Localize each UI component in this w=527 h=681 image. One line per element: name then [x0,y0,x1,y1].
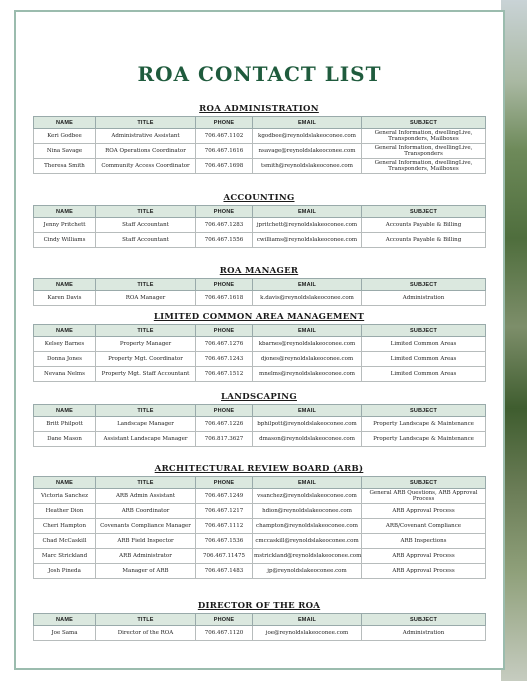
contact-phone[interactable]: 706.467.1102 [196,129,253,144]
contact-email[interactable]: cmccaskill@reynoldslakeoconee.com [253,534,362,549]
column-header: TITLE [96,405,196,417]
column-header: EMAIL [253,614,362,626]
contact-title: ROA Manager [96,291,196,306]
contact-title: Staff Accountant [96,233,196,248]
column-header: TITLE [96,325,196,337]
contact-subject: Administration [362,626,486,641]
table-row [34,432,486,447]
contact-subject: ARB/Covenant Compliance [362,519,486,534]
contact-subject: Accounts Payable & Billing [362,233,486,248]
column-header: NAME [34,614,96,626]
contact-email[interactable]: dmason@reynoldslakeoconee.com [253,432,362,447]
contact-subject: ARB Approval Process [362,549,486,564]
column-header: PHONE [196,279,253,291]
contact-phone[interactable]: 706.467.11475 [196,549,253,564]
contact-phone[interactable]: 706.467.1276 [196,337,253,352]
contact-email[interactable]: vsanchez@reynoldslakeoconee.com [253,489,362,504]
section-limited-common-area [33,310,485,382]
contact-email[interactable]: jp@reynoldslakeoconee.com [253,564,362,579]
contact-subject: ARB Inspections [362,534,486,549]
contact-phone[interactable]: 706.467.1226 [196,417,253,432]
column-header: TITLE [96,206,196,218]
contact-name: Marc Strickland [34,549,96,564]
contact-email[interactable]: joe@reynoldslakeoconee.com [253,626,362,641]
contact-subject: Limited Common Areas [362,337,486,352]
contact-name: Dane Mason [34,432,96,447]
contact-phone[interactable]: 706.817.3627 [196,432,253,447]
contact-name: Nevana Nelms [34,367,96,382]
contact-title: ARB Administrator [96,549,196,564]
column-header: NAME [34,206,96,218]
contact-title: Manager of ARB [96,564,196,579]
contact-phone[interactable]: 706.467.1556 [196,233,253,248]
column-header: SUBJECT [362,279,486,291]
table-row [34,489,486,504]
page-title: ROA CONTACT LIST [137,62,382,86]
contact-name: Keri Godbee [34,129,96,144]
section-roa-manager [33,264,485,306]
contact-subject: Limited Common Areas [362,352,486,367]
table-row [34,233,486,248]
column-header: EMAIL [253,117,362,129]
contact-name: Joe Sama [34,626,96,641]
contact-email[interactable]: mnelms@reynoldslakeoconee.com [253,367,362,382]
contact-title: ARB Coordinator [96,504,196,519]
column-header: TITLE [96,279,196,291]
contact-email[interactable]: mstrickland@reynoldslakeoconee.com [253,549,362,564]
contact-subject: General Information, dwellingLive, Transponders [362,144,486,159]
contact-name: Heather Dion [34,504,96,519]
section-landscaping [33,390,485,447]
column-header: PHONE [196,477,253,489]
table-header-row [34,477,486,489]
contact-name: Karen Davis [34,291,96,306]
section-arb [33,462,485,579]
table-header-row [34,325,486,337]
contact-phone[interactable]: 706.467.1616 [196,144,253,159]
column-header: EMAIL [253,206,362,218]
column-header: SUBJECT [362,117,486,129]
contact-table [33,205,486,248]
table-row [34,159,486,174]
column-header: SUBJECT [362,405,486,417]
contact-phone[interactable]: 706.467.1698 [196,159,253,174]
column-header: NAME [34,477,96,489]
contact-email[interactable]: champton@reynoldslakeoconee.com [253,519,362,534]
table-row [34,417,486,432]
table-row [34,352,486,367]
section-title: ACCOUNTING [223,193,295,203]
contact-email[interactable]: nsavage@reynoldslakeoconee.com [253,144,362,159]
contact-name: Theresa Smith [34,159,96,174]
column-header: SUBJECT [362,477,486,489]
contact-title: Administrative Assistant [96,129,196,144]
contact-name: Cheri Hampton [34,519,96,534]
column-header: TITLE [96,477,196,489]
section-title: DIRECTOR OF THE ROA [197,601,321,611]
contact-subject: Administration [362,291,486,306]
section-accounting [33,191,485,248]
contact-email[interactable]: jpritchett@reynoldslakeoconee.com [253,218,362,233]
contact-email[interactable]: djones@reynoldslakeoconee.com [253,352,362,367]
table-row [34,367,486,382]
table-row [34,337,486,352]
section-title: LIMITED COMMON AREA MANAGEMENT [153,312,365,322]
table-row [34,519,486,534]
column-header: EMAIL [253,279,362,291]
column-header: PHONE [196,117,253,129]
column-header: NAME [34,279,96,291]
column-header: NAME [34,325,96,337]
contact-table [33,278,486,306]
section-title: ROA ADMINISTRATION [199,104,319,114]
section-title: ROA MANAGER [219,266,299,276]
table-header-row [34,206,486,218]
contact-title: Covenants Compliance Manager [96,519,196,534]
section-director [33,599,485,641]
contact-table [33,476,486,579]
contact-name: Cindy Williams [34,233,96,248]
document-frame [14,10,505,670]
contact-subject: General ARB Questions, ARB Approval Process [362,489,486,504]
table-header-row [34,117,486,129]
contact-phone[interactable]: 706.467.1112 [196,519,253,534]
table-row [34,129,486,144]
column-header: EMAIL [253,405,362,417]
column-header: EMAIL [253,325,362,337]
contact-title: Landscape Manager [96,417,196,432]
contact-email[interactable]: hdion@reynoldslakeoconee.com [253,504,362,519]
section-title: ARCHITECTURAL REVIEW BOARD (ARB) [154,464,364,474]
contact-subject: Limited Common Areas [362,367,486,382]
contact-subject: Accounts Payable & Billing [362,218,486,233]
table-header-row [34,405,486,417]
contact-email[interactable]: tsmith@reynoldslakeoconee.com [253,159,362,174]
contact-title: ROA Operations Coordinator [96,144,196,159]
column-header: PHONE [196,325,253,337]
contact-subject: Property Landscape & Maintenance [362,432,486,447]
contact-phone[interactable]: 706.467.1536 [196,534,253,549]
contact-subject: Property Landscape & Maintenance [362,417,486,432]
contact-email[interactable]: kgodbee@reynoldslakeoconee.com [253,129,362,144]
contact-phone[interactable]: 706.467.1283 [196,218,253,233]
contact-phone[interactable]: 706.467.1217 [196,504,253,519]
contact-name: Donna Jones [34,352,96,367]
contact-title: ARB Field Inspector [96,534,196,549]
contact-email[interactable]: cwilliams@reynoldslakeoconee.com [253,233,362,248]
contact-table [33,116,486,174]
column-header: SUBJECT [362,325,486,337]
column-header: NAME [34,405,96,417]
column-header: TITLE [96,117,196,129]
contact-table [33,613,486,641]
table-row [34,564,486,579]
table-row [34,549,486,564]
contact-title: Property Manager [96,337,196,352]
table-row [34,218,486,233]
column-header: SUBJECT [362,614,486,626]
table-row [34,626,486,641]
contact-name: Britt Philpott [34,417,96,432]
contact-subject: General Information, dwellingLive, Transponders, Mailboxes [362,129,486,144]
contact-phone[interactable]: 706.467.1483 [196,564,253,579]
contact-subject: ARB Approval Process [362,564,486,579]
contact-email[interactable]: k.davis@reynoldslakeoconee.com [253,291,362,306]
contact-email[interactable]: bphilpott@reynoldslakeoconee.com [253,417,362,432]
contact-name: Victoria Sanchez [34,489,96,504]
contact-title: Property Mgt. Staff Accountant [96,367,196,382]
contact-table [33,404,486,447]
contact-title: ARB Admin Assistant [96,489,196,504]
contact-subject: General Information, dwellingLive, Transponders, Mailboxes [362,159,486,174]
contact-phone[interactable]: 706.467.1512 [196,367,253,382]
contact-title: Property Mgt. Coordinator [96,352,196,367]
contact-title: Community Access Coordinator [96,159,196,174]
contact-name: Nina Savage [34,144,96,159]
contact-phone[interactable]: 706.467.1618 [196,291,253,306]
section-roa-administration [33,102,485,174]
table-row [34,291,486,306]
column-header: TITLE [96,614,196,626]
contact-phone[interactable]: 706.467.1249 [196,489,253,504]
contact-phone[interactable]: 706.467.1120 [196,626,253,641]
column-header: PHONE [196,206,253,218]
contact-subject: ARB Approval Process [362,504,486,519]
column-header: SUBJECT [362,206,486,218]
contact-name: Kelsey Barnes [34,337,96,352]
contact-title: Director of the ROA [96,626,196,641]
contact-name: Chad McCaskill [34,534,96,549]
table-header-row [34,614,486,626]
contact-email[interactable]: kbarnes@reynoldslakeoconee.com [253,337,362,352]
column-header: EMAIL [253,477,362,489]
contact-phone[interactable]: 706.467.1243 [196,352,253,367]
contact-title: Staff Accountant [96,218,196,233]
column-header: NAME [34,117,96,129]
table-row [34,504,486,519]
section-title: LANDSCAPING [221,392,297,402]
column-header: PHONE [196,614,253,626]
contact-table [33,324,486,382]
column-header: PHONE [196,405,253,417]
table-row [34,144,486,159]
contact-name: Jenny Pritchett [34,218,96,233]
contact-title: Assistant Landscape Manager [96,432,196,447]
table-row [34,534,486,549]
table-header-row [34,279,486,291]
contact-name: Josh Pineda [34,564,96,579]
